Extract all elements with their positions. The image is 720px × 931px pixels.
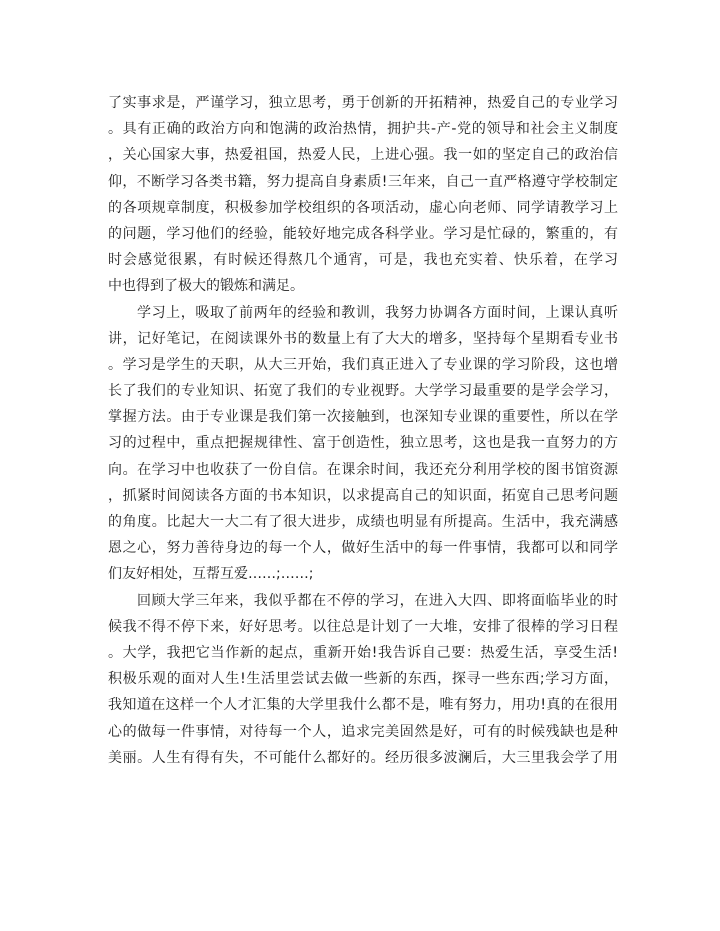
text-line: 了实事求是，严谨学习，独立思考，勇于创新的开拓精神，热爱自己的专业学习	[108, 95, 618, 111]
text-line: 们友好相处，互帮互爱……;……;	[108, 566, 314, 583]
text-line: 掌握方法。由于专业课是我们第一次接触到，也深知专业课的重要性，所以在学	[108, 409, 618, 426]
text-line: 的各项规章制度，积极参加学校组织的各项活动，虚心向老师、同学请教学习上	[108, 199, 618, 216]
text-line: ，关心国家大事，热爱祖国，热爱人民，上进心强。我一如的坚定自己的政治信	[108, 147, 618, 164]
text-line: 。具有正确的政治方向和饱满的政治热情，拥护共-产-党的领导和社会主义制度	[108, 121, 618, 138]
document-body	[108, 90, 618, 771]
text-line: 的问题，学习他们的经验，能较好地完成各科学业。学习是忙碌的，繁重的，有	[108, 225, 618, 242]
text-line: ，抓紧时间阅读各方面的书本知识，以求提高自己的知识面，拓宽自己思考问题	[108, 487, 618, 504]
text-line: 学习上，吸取了前两年的经验和教训，我努力协调各方面时间，上课认真听	[137, 304, 618, 321]
paragraph-3	[108, 588, 618, 771]
text-line: 长了我们的专业知识、拓宽了我们的专业视野。大学学习最重要的是学会学习，	[108, 383, 618, 400]
text-line: 美丽。人生有得有失，不可能什么都好的。经历很多波澜后，大三里我会学了用	[108, 749, 618, 766]
text-line: 习的过程中，重点把握规律性、富于创造性，独立思考，这也是我一直努力的方	[108, 435, 618, 452]
text-line: 回顾大学三年来，我似乎都在不停的学习，在进入大四、即将面临毕业的时	[137, 592, 618, 609]
text-line: 积极乐观的面对人生!生活里尝试去做一些新的东西，探寻一些东西;学习方面，	[108, 671, 618, 688]
text-line: 我知道在这样一个人才汇集的大学里我什么都不是，唯有努力，用功!真的在很用	[108, 697, 618, 714]
paragraph-2	[108, 300, 618, 588]
text-line: 仰，不断学习各类书籍，努力提高自身素质!三年来，自己一直严格遵守学校制定	[108, 173, 618, 190]
text-line: 候我不得不停下来，好好思考。以往总是计划了一大堆，安排了很棒的学习日程	[108, 618, 618, 635]
text-line: 中也得到了极大的锻炼和满足。	[108, 278, 304, 295]
text-line: 。学习是学生的天职，从大三开始，我们真正进入了专业课的学习阶段，这也增	[108, 356, 618, 373]
paragraph-1	[108, 90, 618, 300]
text-line: 心的做每一件事情，对待每一个人，追求完美固然是好，可有的时候残缺也是种	[108, 723, 618, 740]
text-line: 的角度。比起大一大二有了很大进步，成绩也明显有所提高。生活中，我充满感	[108, 514, 618, 530]
text-line: 讲，记好笔记，在阅读课外书的数量上有了大大的增多，坚持每个星期看专业书	[108, 330, 618, 347]
text-line: 时会感觉很累，有时候还得熬几个通宵，可是，我也充实着、快乐着，在学习	[108, 252, 618, 269]
text-line: 向。在学习中也收获了一份自信。在课余时间，我还充分利用学校的图书馆资源	[108, 461, 618, 478]
text-line: 恩之心，努力善待身边的每一个人，做好生活中的每一件事情，我都可以和同学	[108, 540, 618, 557]
text-line: 。大学，我把它当作新的起点，重新开始!我告诉自己要：热爱生活，享受生活!	[108, 644, 618, 661]
